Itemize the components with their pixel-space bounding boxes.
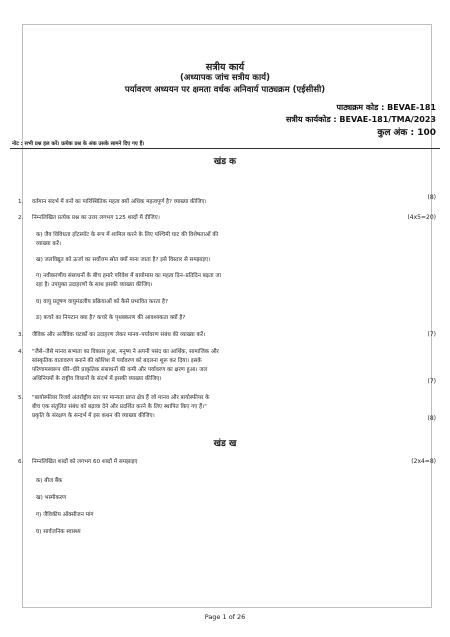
section-b-heading: खंड ख [213, 439, 237, 449]
sub-question-line: घ) वायु प्रदूषण वायुमंडलीय प्रक्रियाओं को कैसे प्रभावित करता है? [36, 299, 168, 305]
sub-question: ख) भस्मीकरण [36, 495, 67, 501]
question-3-marks: (7) [427, 331, 436, 338]
question-number: 2. [18, 215, 24, 221]
question-line: परिणामस्वरूप धीरे–धीरे प्राकृतिक संसाधनों की कमी और पर्यावरण का क्षरण हुआ। जल [32, 367, 208, 373]
total-marks: कुल अंक : 100 [377, 128, 436, 138]
sub-question-line: ङ) कचरे का निपटान क्या है? कचरे के पृथक्करण की आवश्यकता क्यों है? [36, 315, 186, 321]
question-number: 3. [18, 332, 24, 338]
question-number: 1. [18, 199, 24, 205]
question-text: जैविक और अजैविक घटकों का उदाहरण लेकर मानव–पर्यावरण संबंध की व्याख्या करें। [32, 332, 206, 338]
sub-question-line: व्याख्या करें। [36, 241, 62, 247]
question-line: "बायोस्फीयर रिजर्व अंतर्राष्ट्रीय स्तर पर मान्यता प्राप्त क्षेत्र हैं जो मानव और बायोस्फीयर के [32, 395, 210, 401]
course-name: पर्यावरण अध्ययन पर क्षमता वर्धक अनिवार्य पाठ्यक्रम (एईसीसी) [124, 85, 326, 95]
question-line: अधिनियमों के राष्ट्रीय विधानों के संदर्भ में इसकी व्याख्या कीजिए। [32, 376, 162, 382]
question-text: निम्नलिखित शब्दों को लगभग 60 शब्दों में समझाइए [32, 459, 138, 465]
sub-question [36, 314, 352, 323]
divider [10, 148, 440, 149]
sub-question [36, 272, 352, 290]
question-text [32, 394, 368, 421]
question-2-marks: (4x5=20) [407, 214, 436, 221]
question-number: 5. [18, 395, 24, 401]
question-line: बीच एक संतुलित संबंध को बढ़ावा देने और प्रदर्शित करने के लिए स्थापित किए गए हैं।" [32, 404, 207, 410]
sub-question [36, 298, 352, 307]
sub-question-line: ख) जलविद्युत को ऊर्जा का सर्वोत्तम स्रोत क्यों माना जाता है? इसे विस्तार से समझाइए। [36, 257, 211, 263]
page-number: Page 1 of 26 [204, 613, 246, 621]
assignment-code: सत्रीय कार्यकोड : BEVAE-181/TMA/2023 [285, 115, 436, 124]
question-line: सांस्कृतिक वातावरण बनाने की कोशिश में पर्यावरण को बदलना शुरू कर दिया। इसके [32, 358, 202, 364]
question-number: 4. [18, 349, 24, 355]
question-5-marks: (8) [427, 415, 436, 422]
doc-title: सत्रीय कार्य [205, 62, 245, 73]
sub-question: क) बीज बैंक [36, 478, 63, 484]
sub-question-line: क) जैव विविधता हॉटस्पॉट के रूप में शामिल करने के लिए पश्चिमी घाट की विशेषताओं की [36, 232, 219, 238]
doc-subtitle: (अध्यापक जांच सत्रीय कार्य) [180, 73, 270, 83]
instructions-note: नोट : सभी प्रश्न हल करें। प्रत्येक प्रश्न के अंक उसके सामने दिए गए हैं। [12, 141, 145, 147]
section-a-heading: खंड क [213, 157, 237, 167]
question-6-marks: (2x4=8) [411, 458, 436, 465]
question-number: 6. [18, 459, 24, 465]
sub-question: घ) सार्वजनिक स्वास्थ्य [36, 529, 81, 535]
course-code: पाठ्यक्रम कोड : BEVAE-181 [336, 103, 436, 112]
sub-question [36, 256, 352, 265]
question-text: वर्तमान संदर्भ में वनों का पारिस्थितिक महत्व क्यों अधिक महत्वपूर्ण है? व्याख्या कीजिए। [32, 199, 207, 205]
sub-question-line: ग) नवीकरणीय संसाधनों के बीच हमारे परिवेश में बायोमास का महत्व दिन–प्रतिदिन बढ़ता जा [36, 273, 221, 279]
question-text: निम्नलिखित प्रत्येक प्रश्न का उत्तर लगभग 125 शब्दों में दीजिए। [32, 215, 160, 221]
question-line: प्रकृति के संरक्षण के सन्दर्भ में इस कथन की व्याख्या कीजिए। [32, 413, 155, 419]
sub-question-line: रहा है। उपयुक्त उदाहरणों के साथ इसकी व्याख्या कीजिए। [36, 282, 153, 288]
question-4-marks: (7) [427, 378, 436, 385]
sub-question: ग) जैविकीय ऑक्सीजन मांग [36, 512, 94, 518]
sub-question [36, 231, 352, 249]
question-text [32, 348, 368, 384]
question-line: "जैसे–जैसे मानव सभ्यता का विकास हुआ, मनुष्य ने अपनी पसंद का आर्थिक, सामाजिक और [32, 349, 219, 355]
question-1-marks: (8) [427, 194, 436, 201]
